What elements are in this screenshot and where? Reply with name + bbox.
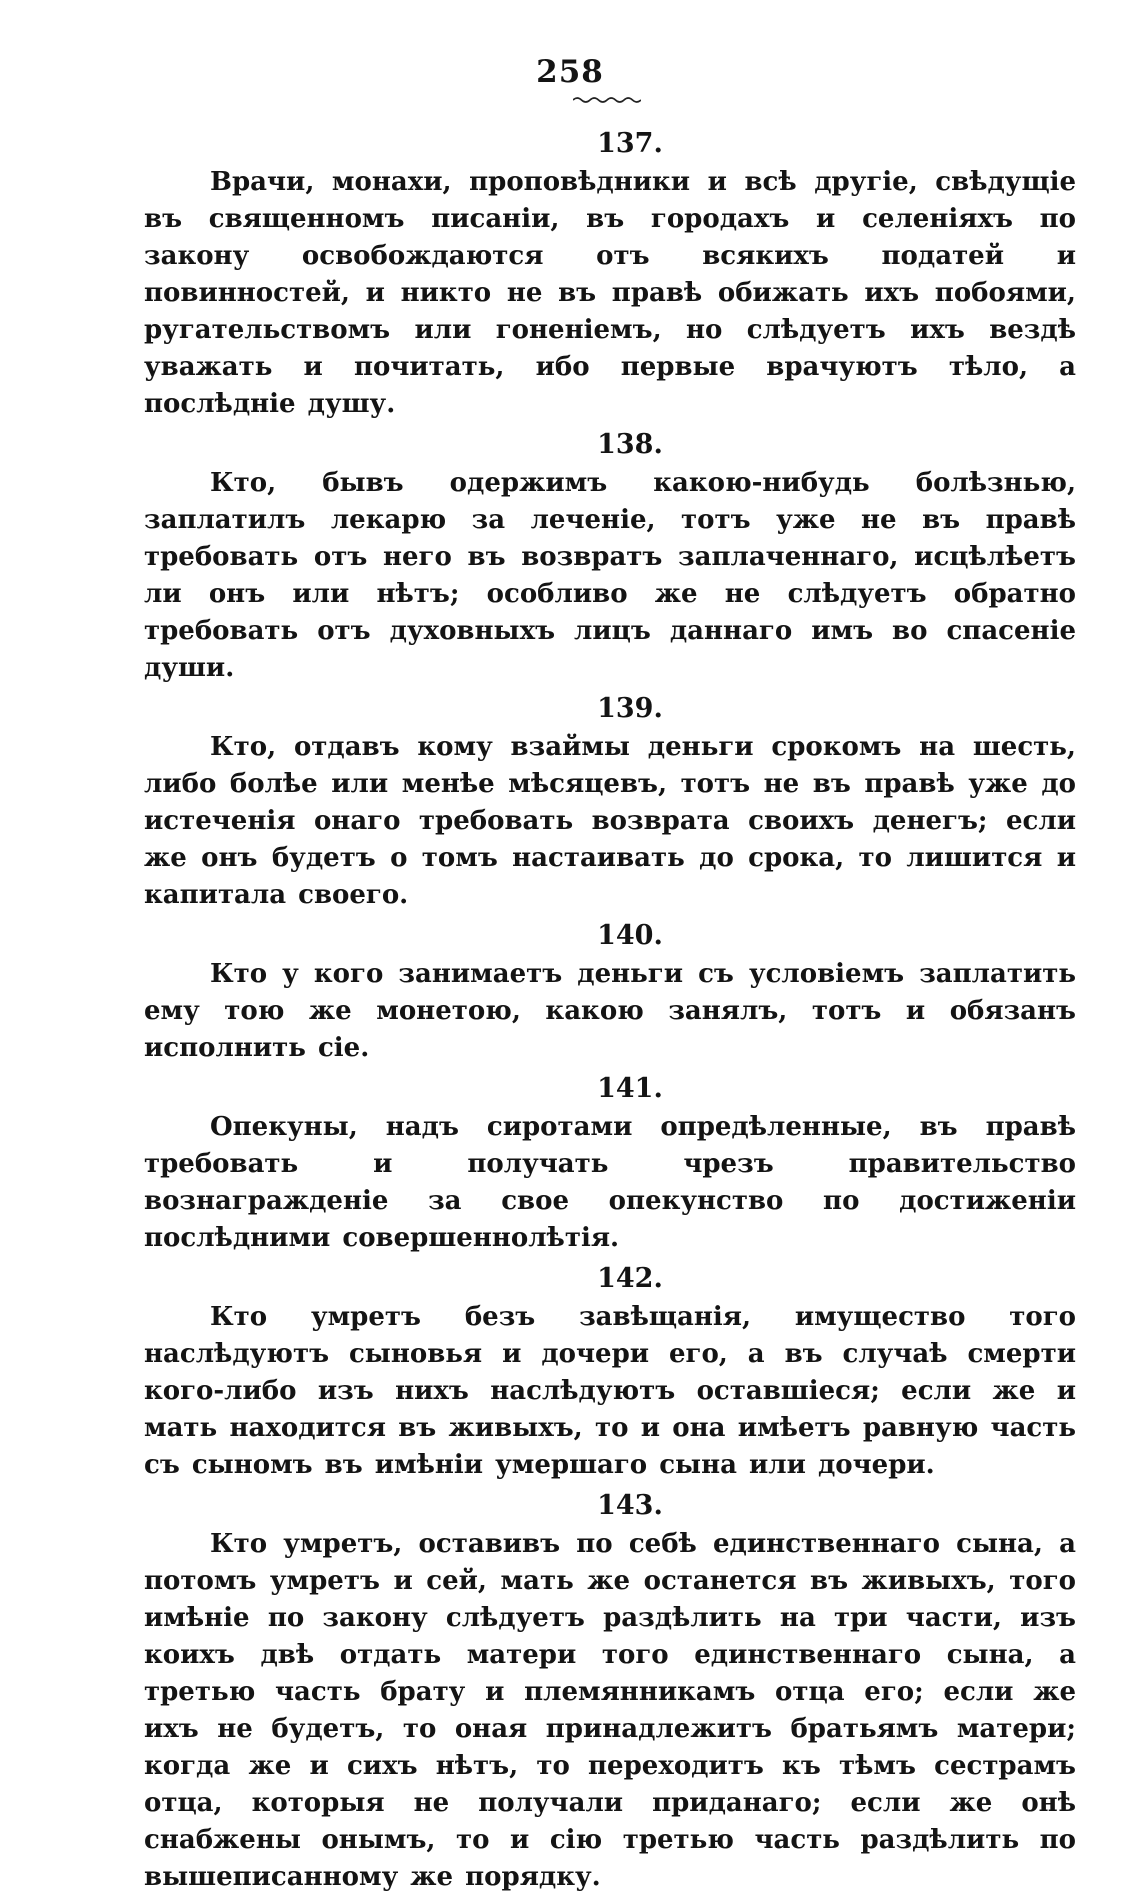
articles-list	[144, 126, 1076, 1900]
article-text: Кто умретъ безъ завѣщанія, имущество того наслѣдуютъ сыновья и дочери его, а въ случаѣ смерти кого-либо изъ нихъ наслѣдуютъ оставшіеся; если же и мать находится въ живыхъ, то и она имѣетъ равную часть съ сыномъ въ имѣніи умершаго сына или дочери.	[144, 1302, 1076, 1480]
article-141	[144, 1071, 1076, 1257]
article-number: 139.	[597, 693, 663, 724]
article-text: Кто, отдавъ кому взаймы деньги срокомъ на шесть, либо болѣе или менѣе мѣсяцевъ, тотъ не въ правѣ уже до истеченія онаго требовать возврата своихъ денегъ; если же онъ будетъ о томъ настаивать до срока, то лишится и капитала своего.	[144, 732, 1076, 910]
article-number: 137.	[597, 128, 663, 159]
article-139	[144, 691, 1076, 914]
article-text: Кто умретъ, оставивъ по себѣ единственнаго сына, а потомъ умретъ и сей, мать же останется въ живыхъ, того имѣніе по закону слѣдуетъ раздѣлить на три части, изъ коихъ двѣ отдать матери того единственнаго сына, а третью часть брату и племянникамъ отца его; если же ихъ не будетъ, то оная принадлежитъ братьямъ матери; когда же и сихъ нѣтъ, то переходитъ къ тѣмъ сестрамъ отца, которыя не получали приданаго; если же онѣ снабжены онымъ, то и сію третью часть раздѣлить по вышеписанному же порядку.	[144, 1529, 1076, 1892]
article-number: 140.	[597, 920, 663, 951]
article-text: Опекуны, надъ сиротами опредѣленные, въ правѣ требовать и получать чрезъ правительство вознагражденіе за свое опекунство по достиженіи послѣдними совершеннолѣтія.	[144, 1112, 1076, 1253]
article-142	[144, 1261, 1076, 1484]
article-number: 141.	[597, 1073, 663, 1104]
article-text: Кто у кого занимаетъ деньги съ условіемъ заплатить ему тою же монетою, какою занялъ, тотъ и обязанъ исполнить сіе.	[144, 959, 1076, 1063]
article-137	[144, 126, 1076, 423]
page-number-ornament	[573, 96, 641, 104]
article-number: 138.	[597, 429, 663, 460]
article-text: Врачи, монахи, проповѣдники и всѣ другіе, свѣдущіе въ священномъ писаніи, въ городахъ и селеніяхъ по закону освобождаются отъ всякихъ податей и повинностей, и никто не въ правѣ обижать ихъ побоями, ругательствомъ или гоненіемъ, но слѣдуетъ ихъ вездѣ уважать и почитать, ибо первые врачуютъ тѣло, а послѣдніе душу.	[144, 167, 1076, 419]
page-number: 258	[536, 54, 604, 90]
article-138	[144, 427, 1076, 687]
article-number: 142.	[597, 1263, 663, 1294]
article-number: 143.	[597, 1490, 663, 1521]
article-143	[144, 1488, 1076, 1896]
article-text: Кто, бывъ одержимъ какою-нибудь болѣзнью, заплатилъ лекарю за леченіе, тотъ уже не въ правѣ требовать отъ него въ возвратъ заплаченнаго, исцѣлѣетъ ли онъ или нѣтъ; особливо же не слѣдуетъ обратно требовать отъ духовныхъ лицъ даннаго имъ во спасеніе души.	[144, 468, 1076, 683]
article-140	[144, 918, 1076, 1067]
